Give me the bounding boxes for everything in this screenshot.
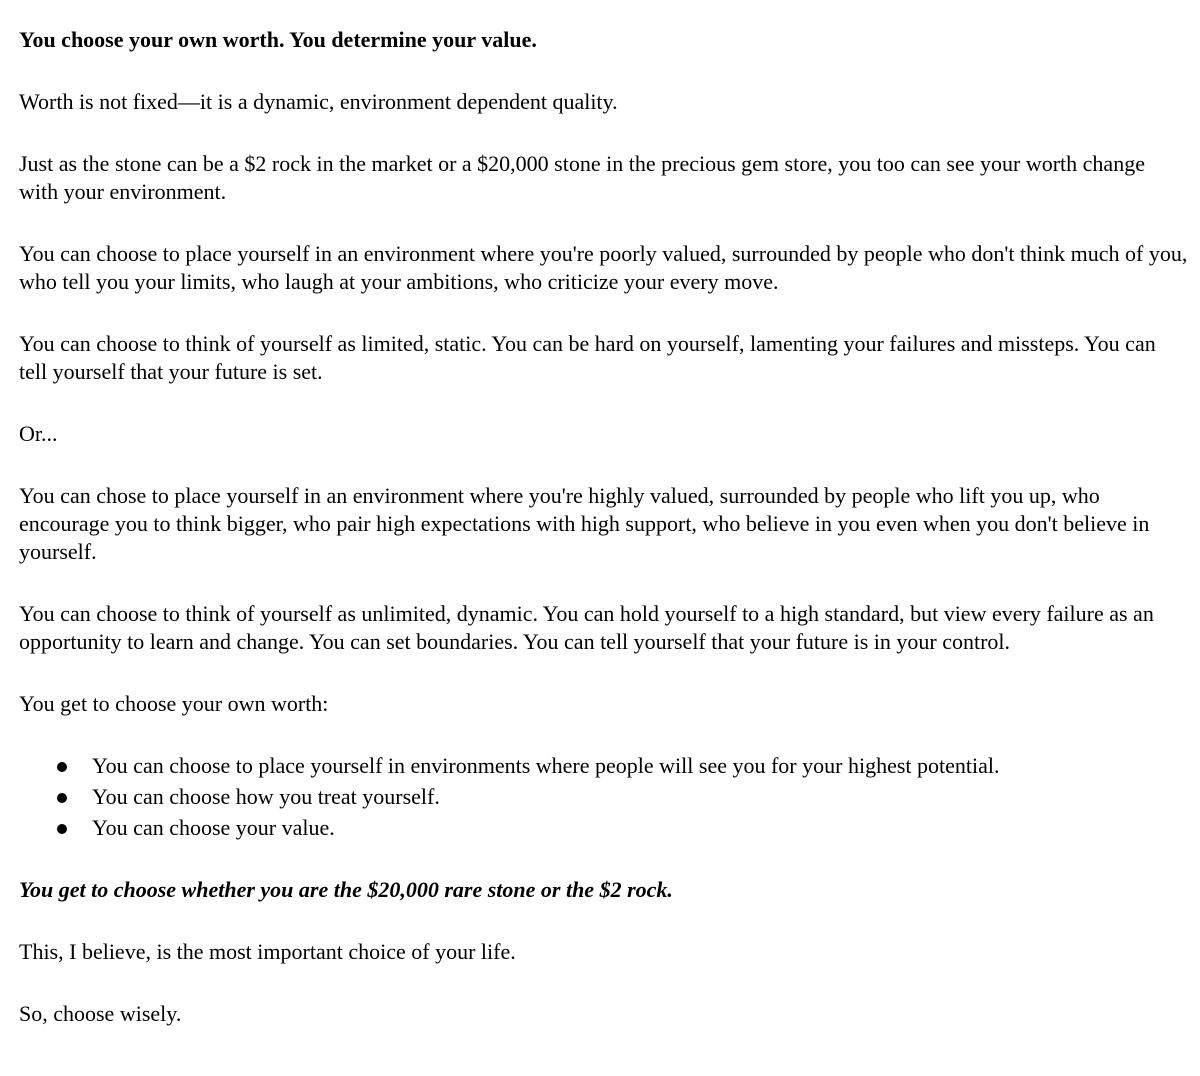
closing-line: So, choose wisely.: [19, 1001, 182, 1026]
document-heading: You choose your own worth. You determine your value.: [19, 27, 537, 52]
list-item-text: You can choose your value.: [92, 815, 335, 840]
paragraph: Or...: [19, 421, 58, 446]
paragraph: You get to choose your own worth:: [19, 691, 329, 716]
bullet-list: [19, 752, 1189, 842]
list-item: [19, 814, 1189, 842]
list-item-text: You can choose to place yourself in environments where people will see you for your highest potential.: [92, 753, 1000, 778]
paragraph: You can choose to think of yourself as limited, static. You can be hard on yourself, lamenting your failures and missteps. You can tell yourself that your future is set.: [19, 331, 1156, 384]
list-item-text: You can choose how you treat yourself.: [92, 784, 440, 809]
list-item: [19, 752, 1189, 780]
bullet-icon: [57, 793, 67, 803]
paragraph: This, I believe, is the most important choice of your life.: [19, 939, 516, 964]
bullet-icon: [57, 824, 67, 834]
paragraph: Worth is not fixed—it is a dynamic, environment dependent quality.: [19, 89, 618, 114]
paragraph: Just as the stone can be a $2 rock in the market or a $20,000 stone in the precious gem store, you too can see your worth change with your environment.: [19, 151, 1145, 204]
paragraph: You can chose to place yourself in an environment where you're highly valued, surrounded by people who lift you up, who encourage you to think bigger, who pair high expectations with high support, who believe in you even when you don't believe in yourself.: [19, 483, 1150, 564]
bullet-icon: [57, 762, 67, 772]
paragraph: You can choose to think of yourself as unlimited, dynamic. You can hold yourself to a high standard, but view every failure as an opportunity to learn and change. You can set boundaries. You can tell yourself that your future is in your control.: [19, 601, 1154, 654]
list-item: [19, 783, 1189, 811]
emphasis-statement: You get to choose whether you are the $20,000 rare stone or the $2 rock.: [19, 877, 673, 902]
paragraph: You can choose to place yourself in an environment where you're poorly valued, surrounded by people who don't think much of you, who tell you your limits, who laugh at your ambitions, who criticize your every move.: [19, 241, 1188, 294]
